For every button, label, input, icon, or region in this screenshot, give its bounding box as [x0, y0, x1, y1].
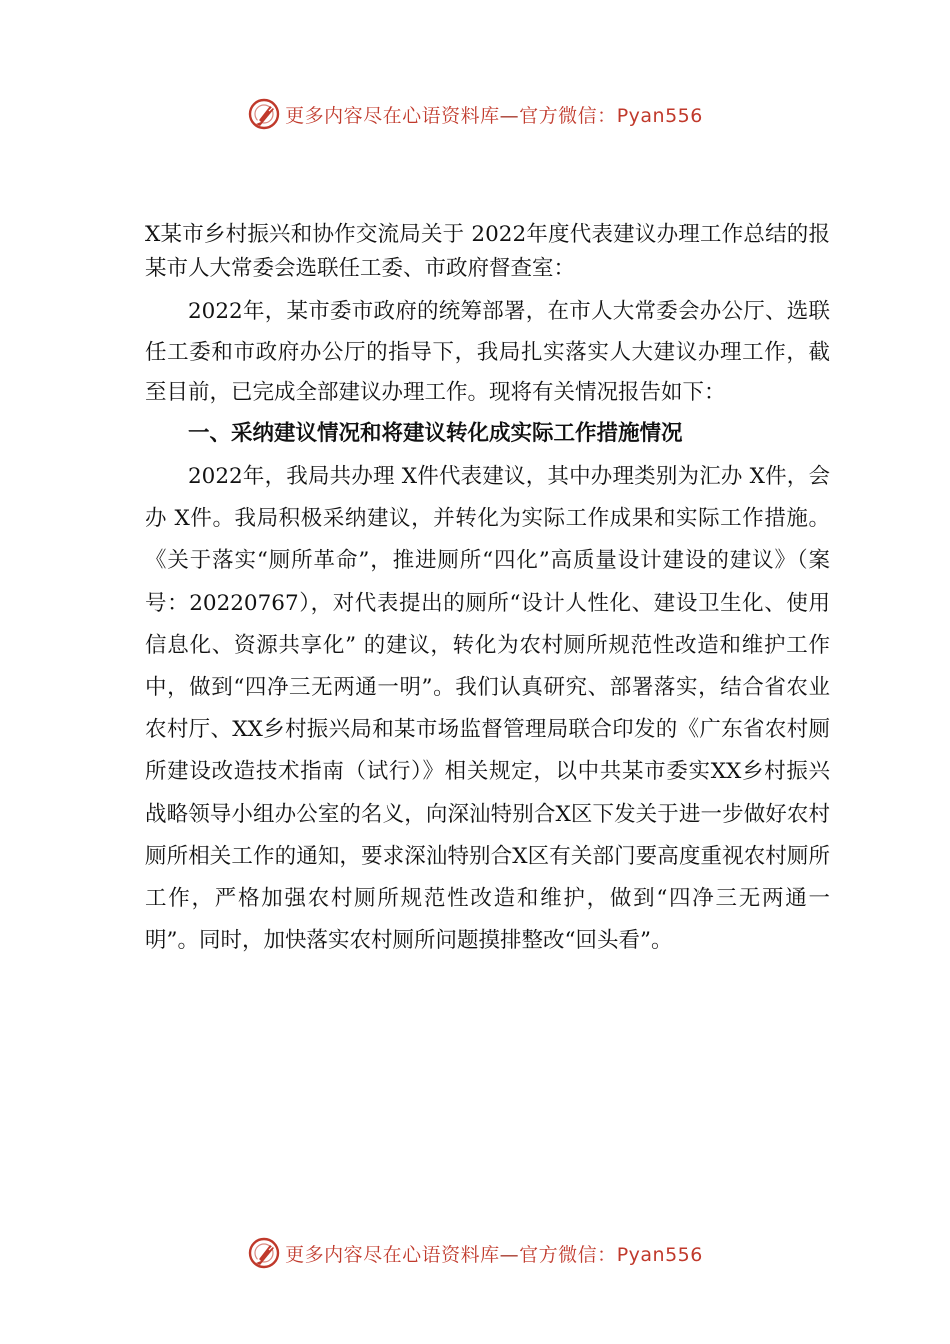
header-watermark — [0, 94, 950, 134]
watermark-separator: — — [499, 1243, 520, 1266]
watermark-wechat-label: 官方微信： — [519, 104, 617, 127]
watermark-wechat-label: 官方微信： — [519, 1243, 617, 1266]
pen-nib-logo-icon — [247, 1236, 281, 1270]
watermark-site-text: 更多内容尽在心语资料库 — [285, 1243, 500, 1266]
intro-paragraph: 2022年，某市委市政府的统筹部署，在市人大常委会办公厅、选联任工委和市政府办公厅的指导下，我局扎实落实人大建议办理工作，截至目前，已完成全部建议办理工作。现将有关情况报告如下： — [145, 299, 830, 405]
section-body-paragraph: 2022年，我局共办理 X件代表建议，其中办理类别为汇办 X件，会办 X件。我局积极采纳建议，并转化为实际工作成果和实际工作措施。《关于落实“厕所革命”，推进厕所“四化”高质量设计建设的建议》（案号：20220767），对代表提出的厕所“设计人性化、建设卫生化、使用信息化、资源共享化” 的建议，转化为农村厕所规范性改造和维护工作中，做到“四净三无两通一明”。我们认真研究、部署落实，结合省农业农村厅、XX乡村振兴局和某市场监督管理局联合印发的《广东省农村厕所建设改造技术指南（试行）》相关规定，以中共某市委实XX乡村振兴战略领导小组办公室的名义，向深汕特别合X区下发关于进一步做好农村厕所相关工作的通知，要求深汕特别合X区有关部门要高度重视农村厕所工作，严格加强农村厕所规范性改造和维护，做到“四净三无两通一明”。同时，加快落实农村厕所问题摸排整改“回头看”。 — [145, 464, 830, 954]
watermark-account: Pyan556 — [616, 1243, 703, 1266]
pen-nib-logo-icon — [247, 97, 281, 131]
footer-watermark — [0, 1233, 950, 1273]
watermark-separator: — — [499, 104, 520, 127]
watermark-account: Pyan556 — [616, 104, 703, 127]
watermark-site-text: 更多内容尽在心语资料库 — [285, 104, 500, 127]
section-heading: 一、采纳建议情况和将建议转化成实际工作措施情况 — [188, 420, 683, 446]
document-body — [145, 218, 830, 962]
document-title: X某市乡村振兴和协作交流局关于 2022年度代表建议办理工作总结的报某市人大常委会选联任工委、市政府督查室： — [145, 222, 830, 281]
